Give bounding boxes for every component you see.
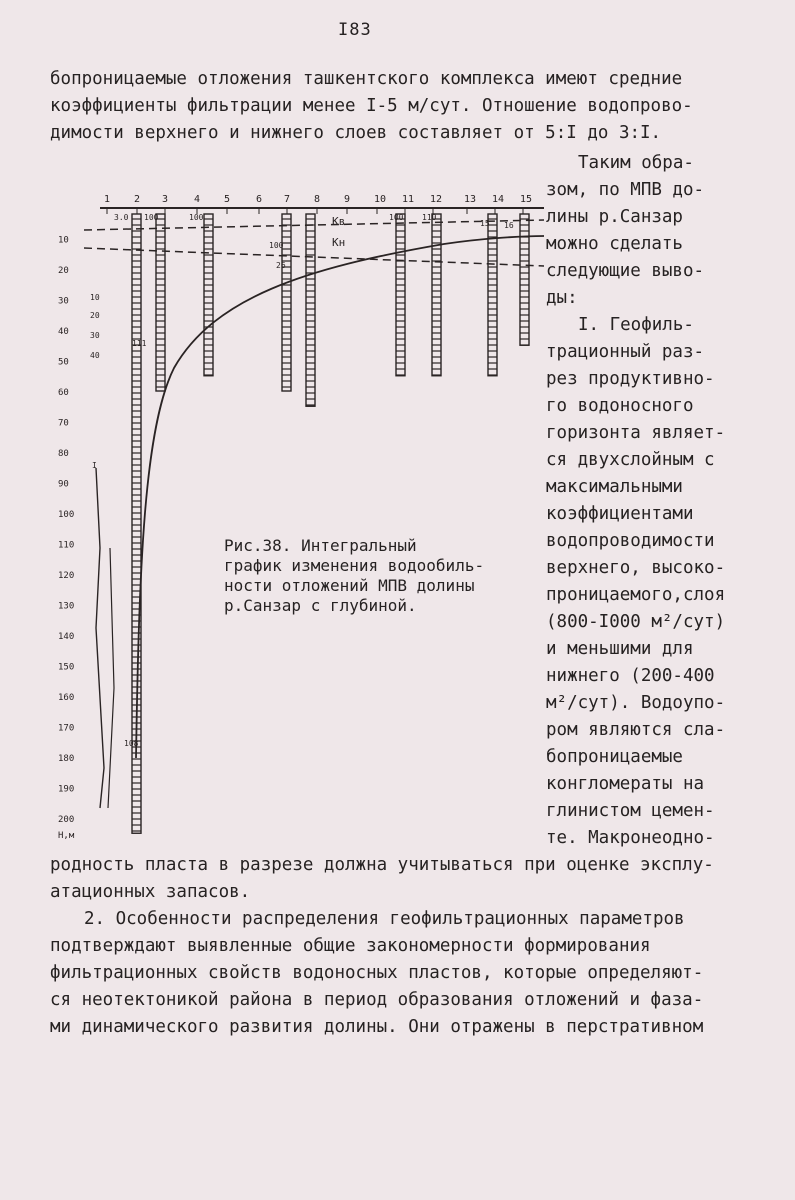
column-number-label: 1 [104,194,111,205]
column-line: (800-I000 м²/сут) [546,612,726,632]
well-label: 16 [504,221,514,230]
column-line: те. Макронеодно- [546,828,715,848]
well-label: 111 [132,339,147,348]
well-column [520,214,529,345]
depth-tick-label: 170 [58,723,75,734]
integral-curve [136,236,544,758]
column-number-label: 2 [134,194,141,205]
depth-tick-label: 120 [58,571,75,581]
column-line: зом, по МПВ до- [546,180,705,200]
column-number-label: 9 [344,194,351,205]
text-line: 2. Особенности распределения геофильтрационных параметров [84,909,685,929]
column-line: можно сделать [546,234,683,254]
depth-tick-label: 200 [58,815,75,825]
column-line: горизонта являет- [546,423,726,443]
text-line: родность пласта в разрезе должна учитываться при оценке эксплу- [50,855,714,875]
well-column [204,214,213,376]
text-line: ся неотектоникой района в период образования отложений и фаза- [50,990,704,1010]
depth-tick-label: 40 [58,327,69,337]
text-line: фильтрационных свойств водоносных пластов, которые определяют- [50,963,704,983]
column-line: трационный раз- [546,342,705,362]
well-label: 3.0 [114,213,129,222]
side-label: 10 [90,293,100,302]
well-label: 108 [124,739,139,748]
text-line: коэффициенты фильтрации менее I-5 м/сут. Отношение водопрово- [50,96,693,116]
column-line: коэффициентами [546,504,694,524]
depth-tick-label: 160 [58,693,75,703]
well-label: 100 [144,213,159,222]
column-number-label: 14 [492,194,505,205]
well-column [432,214,441,376]
text-line: подтверждают выявленные общие закономерности формирования [50,936,651,956]
depth-tick-label: 30 [58,296,69,307]
depth-tick-label: 110 [58,540,75,551]
figure-38 [44,168,564,848]
well-column [306,214,315,406]
column-line: и меньшими для [546,639,694,659]
side-label: I [92,461,97,470]
well-label: 100 [269,241,284,250]
column-line: м²/сут). Водоупо- [546,693,726,713]
column-number-label: 4 [194,194,201,205]
column-line: Таким обра- [578,153,694,173]
depth-tick-label: 70 [58,418,69,429]
column-line: I. Геофиль- [578,315,694,335]
text-line: атационных запасов. [50,882,251,902]
column-line: конгломераты на [546,774,705,794]
column-line: ды: [546,288,578,308]
line-label-kv: Кв [332,215,346,228]
well-column [396,214,405,376]
column-number-label: 13 [464,194,477,205]
column-number-label: 6 [256,194,263,205]
column-line: ром являются сла- [546,720,726,740]
column-number-label: 8 [314,194,321,205]
caption-line: Рис.38. Интегральный [224,536,417,555]
left-profile-line [96,468,104,808]
depth-tick-label: 50 [58,357,69,368]
side-label: 40 [90,351,100,360]
depth-tick-label: 100 [58,510,75,520]
well-column [156,214,165,391]
column-number-label: 5 [224,194,231,205]
page-number: I83 [338,20,372,40]
column-line: водопроводимости [546,531,715,551]
column-number-label: 15 [520,194,533,205]
column-line: нижнего (200-400 [546,666,715,686]
depth-tick-label: 60 [58,388,69,398]
depth-chart [44,168,564,848]
depth-tick-label: 140 [58,632,75,642]
text-line: димости верхнего и нижнего слоев составляет от 5:I до 3:I. [50,123,662,143]
column-line: го водоносного [546,396,694,416]
column-number-label: 11 [402,194,415,205]
column-number-label: 7 [284,194,291,205]
column-number-label: 12 [430,194,443,205]
depth-tick-label: 90 [58,479,69,490]
depth-unit-label: Н,м [58,831,75,841]
figure-caption [224,536,504,616]
column-line: ся двухслойным с [546,450,715,470]
caption-line: р.Санзар с глубиной. [224,596,417,615]
left-profile-line [108,548,114,808]
column-line: проницаемого,слоя [546,585,726,605]
depth-tick-label: 20 [58,266,69,276]
depth-tick-label: 180 [58,754,75,764]
column-line: следующие выво- [546,261,705,281]
column-line: рез продуктивно- [546,369,715,389]
well-label: 110 [422,213,437,222]
well-label: 100 [389,213,404,222]
column-line: бопроницаемые [546,747,683,767]
well-label: 15 [480,219,490,228]
text-line: бопроницаемые отложения ташкентского комплекса имеют средние [50,69,683,89]
caption-line: график изменения водообиль- [224,556,485,575]
column-number-label: 10 [374,194,387,205]
well-label: 100 [189,213,204,222]
side-label: 20 [90,311,100,320]
depth-tick-label: 150 [58,662,75,673]
caption-line: ности отложений МПВ долины [224,576,475,595]
column-line: максимальными [546,477,683,497]
line-label-kn: Кн [332,236,346,249]
depth-tick-label: 80 [58,449,69,459]
well-label: 26 [276,261,286,270]
depth-tick-label: 190 [58,784,75,795]
column-number-label: 3 [162,194,169,205]
column-line: глинистом цемен- [546,801,715,821]
column-line: лины р.Санзар [546,207,683,227]
side-label: 30 [90,331,100,340]
depth-tick-label: 130 [58,601,75,612]
depth-tick-label: 10 [58,235,69,246]
column-line: верхнего, высоко- [546,558,726,578]
text-line: ми динамического развития долины. Они отражены в перстративном [50,1017,704,1037]
